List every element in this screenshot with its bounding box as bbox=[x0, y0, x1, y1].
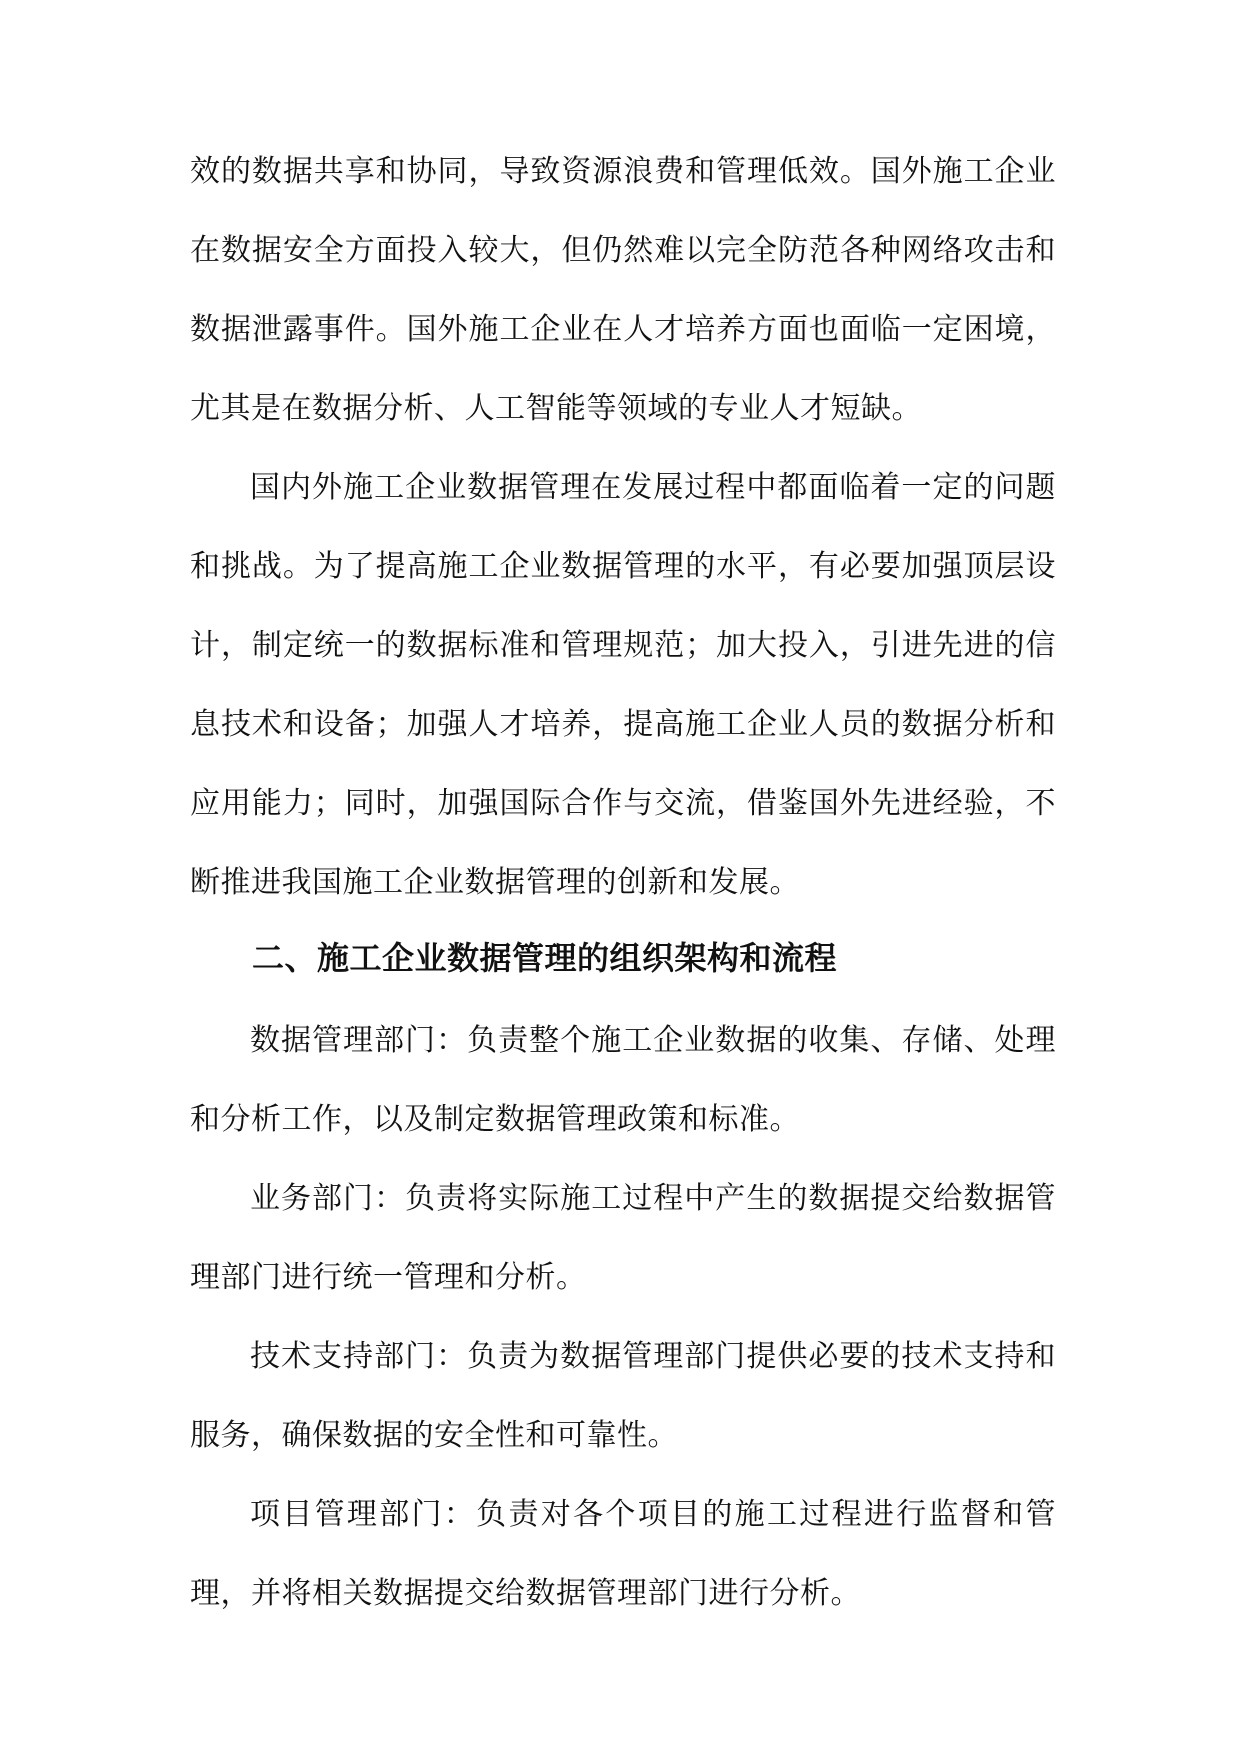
paragraph-data-management-dept: 数据管理部门：负责整个施工企业数据的收集、存储、处理和分析工作，以及制定数据管理政策和标准。 bbox=[190, 1023, 1056, 1137]
section-heading: 二、施工企业数据管理的组织架构和流程 bbox=[252, 939, 838, 977]
paragraph-business-dept: 业务部门：负责将实际施工过程中产生的数据提交给数据管理部门进行统一管理和分析。 bbox=[190, 1181, 1056, 1295]
paragraph-domestic-foreign-summary: 国内外施工企业数据管理在发展过程中都面临着一定的问题和挑战。为了提高施工企业数据管理的水平，有必要加强顶层设计，制定统一的数据标准和管理规范；加大投入，引进先进的信息技术和设备；加强人才培养，提高施工企业人员的数据分析和应用能力；同时，加强国际合作与交流，借鉴国外先进经验，不断推进我国施工企业数据管理的创新和发展。 bbox=[190, 470, 1056, 900]
paragraph-project-management-dept: 项目管理部门：负责对各个项目的施工过程进行监督和管理，并将相关数据提交给数据管理部门进行分析。 bbox=[190, 1497, 1056, 1611]
paragraph-foreign-challenges: 效的数据共享和协同，导致资源浪费和管理低效。国外施工企业在数据安全方面投入较大，但仍然难以完全防范各种网络攻击和数据泄露事件。国外施工企业在人才培养方面也面临一定困境，尤其是在数据分析、人工智能等领域的专业人才短缺。 bbox=[190, 154, 1056, 426]
paragraph-tech-support-dept: 技术支持部门：负责为数据管理部门提供必要的技术支持和服务，确保数据的安全性和可靠性。 bbox=[190, 1339, 1056, 1453]
